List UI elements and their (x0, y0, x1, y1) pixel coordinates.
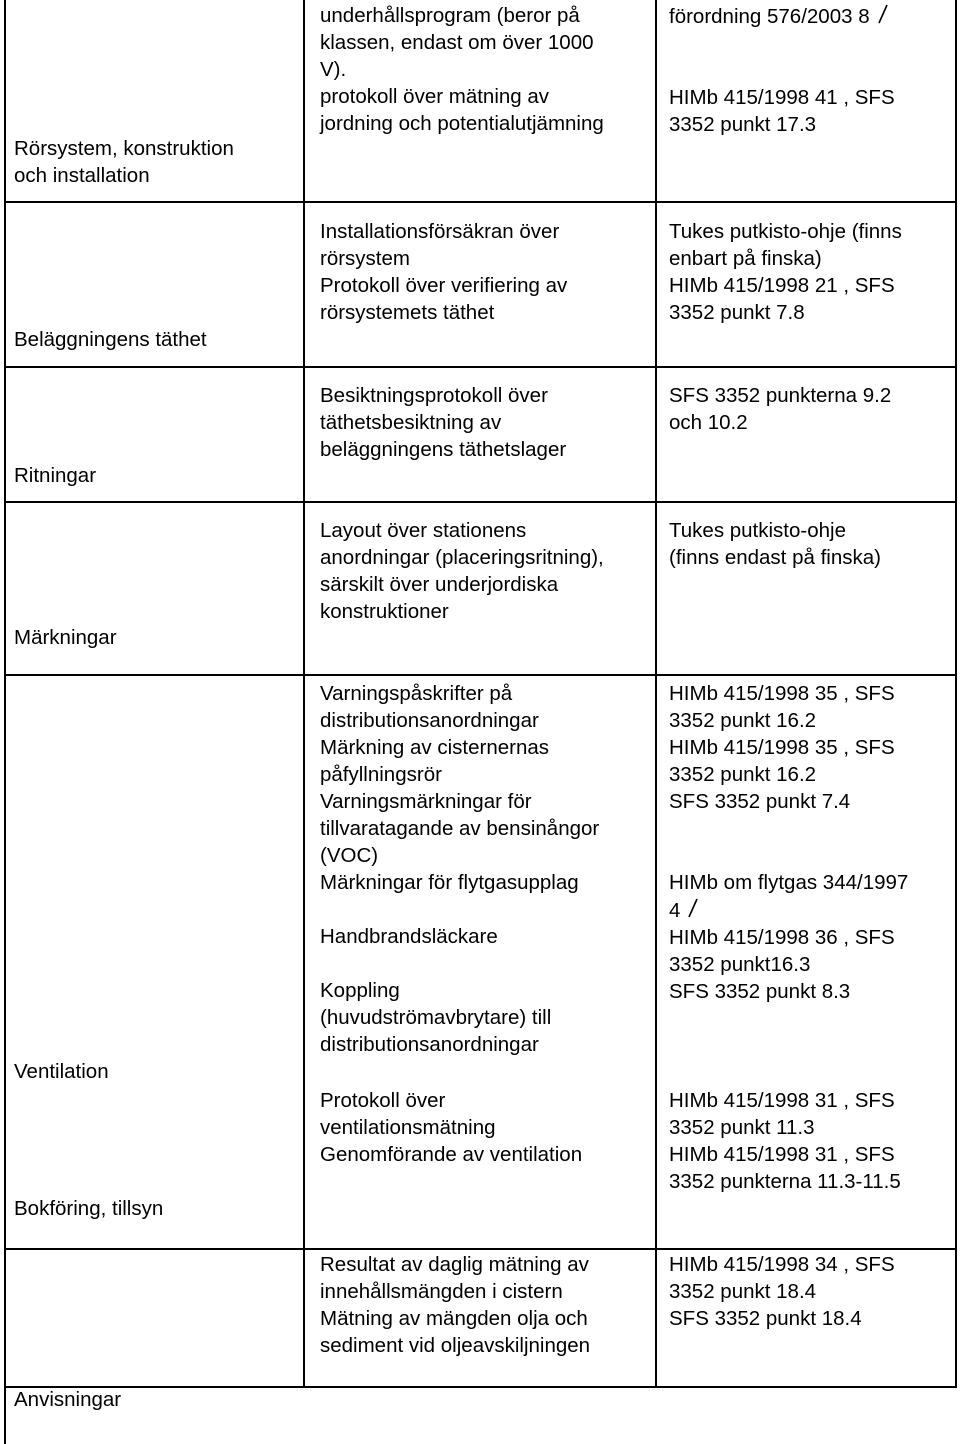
reference-line: 3352 punkt16.3 (669, 953, 811, 976)
column-divider-2 (655, 0, 657, 1388)
reference-line: Tukes putkisto-ohje (finns (669, 220, 902, 243)
category-ventilation: Ventilation (14, 1060, 109, 1083)
row-divider (4, 366, 957, 368)
document-cell (320, 1087, 582, 1168)
reference-line: SFS 3352 punkterna 9.2 (669, 384, 892, 407)
document-line: ventilationsmätning (320, 1116, 496, 1139)
document-cell (320, 680, 599, 1058)
reference-line: HIMb 415/1998 35 , SFS (669, 682, 895, 705)
document-line: (VOC) (320, 844, 379, 867)
reference-cell (669, 517, 881, 571)
reference-line: HIMb 415/1998 36 , SFS (669, 926, 895, 949)
reference-line: 3352 punkt 11.3 (669, 1116, 815, 1139)
document-line: distributionsanordningar (320, 709, 539, 732)
reference-line: (finns endast på finska) (669, 546, 881, 569)
row-divider (4, 674, 957, 676)
document-line: jordning och potentialutjämning (320, 112, 604, 135)
table-border-right (955, 0, 957, 1388)
document-line: Koppling (320, 979, 400, 1002)
reference-line: HIMb om flytgas 344/1997 (669, 871, 909, 894)
document-line: sediment vid oljeavskiljningen (320, 1334, 591, 1357)
reference-line: 3352 punkterna 11.3-11.5 (669, 1170, 901, 1193)
section-symbol-icon (686, 896, 700, 920)
document-line: innehållsmängden i cistern (320, 1280, 563, 1303)
reference-line: SFS 3352 punkt 7.4 (669, 790, 851, 813)
document-line: rörsystemets täthet (320, 301, 495, 324)
document-line: påfyllningsrör (320, 763, 442, 786)
document-line (320, 896, 599, 923)
document-cell (320, 517, 604, 625)
document-line: beläggningens täthetslager (320, 438, 567, 461)
reference-line: förordning 576/2003 8 (669, 2, 895, 30)
document-line: Resultat av daglig mätning av (320, 1253, 589, 1276)
reference-line: 3352 punkt 16.2 (669, 763, 817, 786)
document-line: täthetsbesiktning av (320, 411, 502, 434)
document-cell (320, 1251, 590, 1359)
category-bokforing-tillsyn: Bokföring, tillsyn (14, 1197, 164, 1220)
reference-cell (669, 382, 891, 436)
document-line: klassen, endast om över 1000 (320, 31, 594, 54)
document-line: Installationsförsäkran över (320, 220, 560, 243)
reference-line: HIMb 415/1998 34 , SFS (669, 1253, 895, 1276)
document-line: (huvudströmavbrytare) till (320, 1006, 552, 1029)
category-markningar: Märkningar (14, 626, 117, 649)
reference-line: Tukes putkisto-ohje (669, 519, 846, 542)
column-divider-1 (303, 0, 305, 1388)
document-line: rörsystem (320, 247, 410, 270)
reference-line: SFS 3352 punkt 18.4 (669, 1307, 862, 1330)
reference-cell (669, 218, 902, 326)
reference-line: HIMb 415/1998 35 , SFS (669, 736, 895, 759)
document-cell (320, 2, 604, 137)
reference-line: HIMb 415/1998 21 , SFS (669, 274, 895, 297)
reference-cell (669, 680, 908, 1005)
reference-line (669, 842, 908, 869)
document-line: särskilt över underjordiska (320, 573, 559, 596)
reference-line (669, 84, 895, 111)
reference-cell (669, 1087, 901, 1195)
reference-line (669, 815, 908, 842)
category-belaggningens-tathet: Beläggningens täthet (14, 328, 207, 351)
document-line: anordningar (placeringsritning), (320, 546, 604, 569)
document-line (320, 950, 599, 977)
ref-line-text: HIMb 415/1998 41 , SFS (669, 86, 895, 109)
reference-cell (669, 1251, 895, 1332)
document-line: Besiktningsprotokoll över (320, 384, 548, 407)
document-line: Protokoll över verifiering av (320, 274, 568, 297)
document-line: Märkningar för flytgasupplag (320, 871, 579, 894)
reference-line: 3352 punkt 18.4 (669, 1280, 817, 1303)
reference-line: HIMb 415/1998 31 , SFS (669, 1089, 895, 1112)
reference-line (669, 30, 895, 57)
document-line: tillvaratagande av bensinångor (320, 817, 600, 840)
row-divider (4, 201, 957, 203)
document-cell (320, 382, 566, 463)
row-divider (4, 501, 957, 503)
table-border-left (4, 0, 6, 1444)
row-divider (4, 1248, 957, 1250)
document-line: Varningsmärkningar för (320, 790, 532, 813)
document-line: V). (320, 58, 347, 81)
document-line: Varningspåskrifter på (320, 682, 513, 705)
category-line: Rörsystem, konstruktion (14, 137, 234, 160)
category-rorsystem (14, 135, 234, 189)
reference-line: 3352 punkt 16.2 (669, 709, 817, 732)
document-line: protokoll över mätning av (320, 85, 550, 108)
section-symbol-icon (876, 2, 890, 26)
reference-line: 3352 punkt 17.3 (669, 113, 817, 136)
document-line: Märkning av cisternernas (320, 736, 550, 759)
document-cell (320, 218, 567, 326)
reference-line: 4 (669, 896, 908, 924)
document-line: Genomförande av ventilation (320, 1143, 583, 1166)
reference-line: HIMb 415/1998 31 , SFS (669, 1143, 895, 1166)
row-divider (4, 1386, 957, 1388)
reference-cell (669, 2, 895, 138)
document-line: distributionsanordningar (320, 1033, 539, 1056)
category-anvisningar: Anvisningar (14, 1388, 122, 1411)
document-line: Mätning av mängden olja och (320, 1307, 588, 1330)
document-line: Layout över stationens (320, 519, 527, 542)
document-line: konstruktioner (320, 600, 449, 623)
document-line: underhållsprogram (beror på (320, 4, 580, 27)
reference-line: SFS 3352 punkt 8.3 (669, 980, 851, 1003)
category-line: och installation (14, 164, 150, 187)
reference-line: 3352 punkt 7.8 (669, 301, 805, 324)
reference-line: och 10.2 (669, 411, 748, 434)
reference-line: enbart på finska) (669, 247, 822, 270)
reference-line (669, 57, 895, 84)
document-line: Protokoll över (320, 1089, 446, 1112)
document-line: Handbrandsläckare (320, 925, 498, 948)
category-ritningar: Ritningar (14, 464, 97, 487)
